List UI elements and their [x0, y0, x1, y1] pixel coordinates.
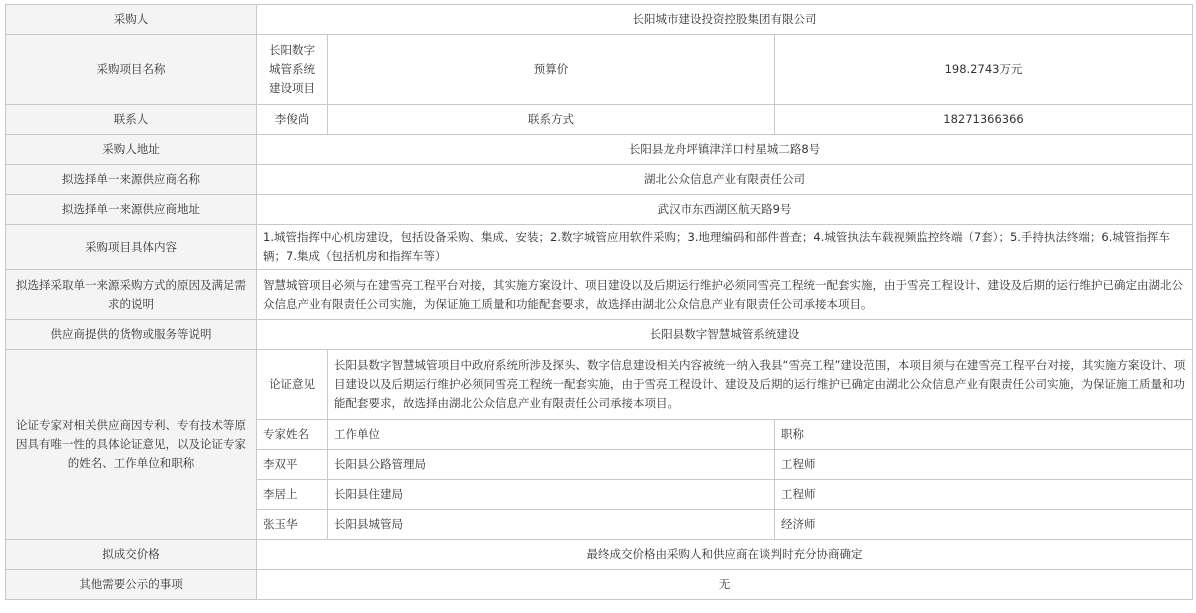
budget-value: 198.2743万元: [775, 35, 1193, 105]
project-name-value: [257, 35, 328, 105]
price-label: 拟成交价格: [6, 540, 257, 570]
other-value: 无: [257, 570, 1193, 600]
contact-method-label: 联系方式: [328, 105, 775, 135]
project-name-line: 建设项目: [269, 81, 315, 95]
procurement-notice-table: [5, 4, 1193, 600]
project-name-line: 长阳数字: [269, 43, 315, 57]
supplier-name-value: 湖北公众信息产业有限责任公司: [257, 165, 1193, 195]
supplier-name-label: 拟选择单一来源供应商名称: [6, 165, 257, 195]
contact-label: 联系人: [6, 105, 257, 135]
project-name-label: 采购项目名称: [6, 35, 257, 105]
expert-title: 工程师: [775, 480, 1193, 510]
content-label: 采购项目具体内容: [6, 225, 257, 270]
expert-name-header: 专家姓名: [257, 420, 328, 450]
experts-opinion-row: [6, 350, 1193, 420]
goods-row: [6, 320, 1193, 350]
expert-name: 李居上: [257, 480, 328, 510]
budget-label: 预算价: [328, 35, 775, 105]
address-label: 采购人地址: [6, 135, 257, 165]
goods-label: 供应商提供的货物或服务等说明: [6, 320, 257, 350]
other-label: 其他需要公示的事项: [6, 570, 257, 600]
expert-unit: 长阳县住建局: [328, 480, 775, 510]
expert-unit: 长阳县城管局: [328, 510, 775, 540]
address-row: [6, 135, 1193, 165]
purchaser-row: [6, 5, 1193, 35]
reason-label: 拟选择采取单一来源采购方式的原因及满足需求的说明: [6, 270, 257, 320]
expert-name: 李双平: [257, 450, 328, 480]
content-row: [6, 225, 1193, 270]
expert-name: 张玉华: [257, 510, 328, 540]
project-name-line: 城管系统: [269, 62, 315, 76]
contact-row: [6, 105, 1193, 135]
purchaser-label: 采购人: [6, 5, 257, 35]
purchaser-value: 长阳城市建设投资控股集团有限公司: [257, 5, 1193, 35]
expert-unit: 长阳县公路管理局: [328, 450, 775, 480]
contact-name: 李俊尚: [257, 105, 328, 135]
supplier-address-value: 武汉市东西湖区航天路9号: [257, 195, 1193, 225]
goods-value: 长阳县数字智慧城管系统建设: [257, 320, 1193, 350]
other-row: [6, 570, 1193, 600]
reason-row: [6, 270, 1193, 320]
project-row: [6, 35, 1193, 105]
contact-phone: 18271366366: [775, 105, 1193, 135]
experts-label: 论证专家对相关供应商因专利、专有技术等原因具有唯一性的具体论证意见，以及论证专家的姓名、工作单位和职称: [6, 350, 257, 540]
price-row: [6, 540, 1193, 570]
opinion-label: 论证意见: [257, 350, 328, 420]
expert-unit-header: 工作单位: [328, 420, 775, 450]
expert-title: 工程师: [775, 450, 1193, 480]
expert-title: 经济师: [775, 510, 1193, 540]
supplier-address-row: [6, 195, 1193, 225]
address-value: 长阳县龙舟坪镇津洋口村星城二路8号: [257, 135, 1193, 165]
supplier-address-label: 拟选择单一来源供应商地址: [6, 195, 257, 225]
price-value: 最终成交价格由采购人和供应商在谈判时充分协商确定: [257, 540, 1193, 570]
reason-value: 智慧城管项目必须与在建雪亮工程平台对接，其实施方案设计、项目建设以及后期运行维护必须同雪亮工程统一配套实施，由于雪亮工程设计、建设及后期的运行维护已确定由湖北公众信息产业有限责任公司实施，为保证施工质量和功能配套要求，故选择由湖北公众信息产业有限责任公司承接本项目。: [257, 270, 1193, 320]
content-value: 1.城管指挥中心机房建设，包括设备采购、集成、安装；2.数字城管应用软件采购；3.地理编码和部件普查；4.城管执法车载视频监控终端（7套）；5.手持执法终端；6.城管指挥车辆；7.集成（包括机房和指挥车等）: [257, 225, 1193, 270]
opinion-value: 长阳县数字智慧城管项目中政府系统所涉及探头、数字信息建设相关内容被统一纳入我县“雪亮工程”建设范围，本项目须与在建雪亮工程平台对接，其实施方案设计、项目建设以及后期运行维护必须同雪亮工程统一配套实施，由于雪亮工程设计、建设及后期的运行维护已确定由湖北公众信息产业有限责任公司实施，为保证施工质量和功能配套要求，故选择由湖北公众信息产业有限责任公司承接本项目。: [328, 350, 1193, 420]
expert-title-header: 职称: [775, 420, 1193, 450]
supplier-name-row: [6, 165, 1193, 195]
